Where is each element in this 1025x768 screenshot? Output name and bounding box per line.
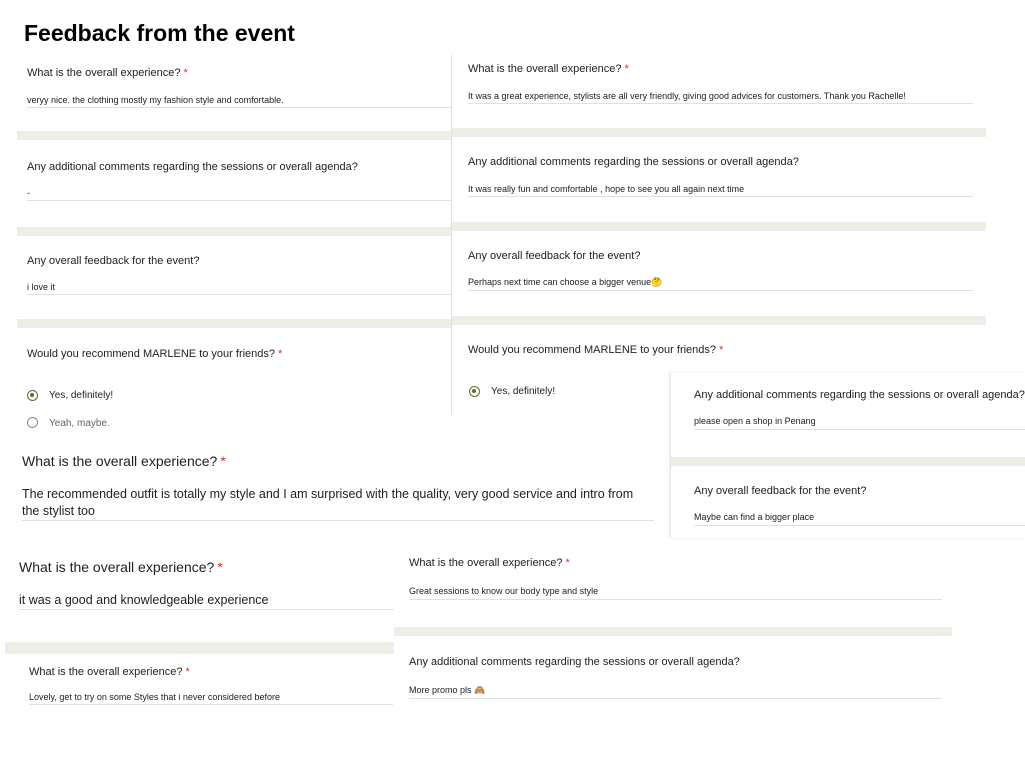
section-divider — [452, 128, 986, 137]
response-shot-3 — [670, 373, 1025, 538]
radio-yeah-maybe[interactable] — [27, 417, 38, 428]
answer-text: The recommended outfit is totally my style and I am surprised with the quality, very good service and intro from the stylist too — [22, 487, 634, 518]
response-shot-1 — [17, 55, 451, 429]
answer-underline — [409, 599, 942, 600]
question-label: Any overall feedback for the event? — [468, 250, 641, 262]
question-label: What is the overall experience? * — [27, 67, 188, 79]
answer-underline — [27, 294, 451, 295]
question-label: What is the overall experience? * — [468, 63, 629, 75]
required-marker: * — [185, 666, 190, 678]
answer-text: Maybe can find a bigger place — [694, 512, 815, 522]
section-divider — [17, 131, 451, 140]
response-shot-6 — [394, 545, 952, 710]
answer-underline — [29, 704, 393, 705]
question-label: Any additional comments regarding the sessions or overall agenda? — [694, 389, 1025, 401]
response-shot-7 — [8, 655, 394, 715]
required-marker: * — [220, 453, 226, 469]
answer-underline — [468, 196, 973, 197]
answer-text: i love it — [27, 282, 56, 292]
answer-underline — [27, 200, 451, 201]
answer-text: it was a good and knowledgeable experience — [19, 593, 269, 607]
answer-text: It was a great experience, stylists are all very friendly, giving good advices for customers. Thank you Rachelle! — [468, 91, 906, 101]
required-marker: * — [217, 559, 223, 575]
page-title: Feedback from the event — [24, 20, 295, 46]
radio-yes-definitely[interactable] — [469, 386, 480, 397]
radio-label: Yes, definitely! — [49, 390, 114, 401]
section-divider — [671, 457, 1025, 466]
section-divider — [17, 227, 451, 236]
question-label: What is the overall experience? * — [29, 666, 190, 678]
answer-underline — [22, 520, 654, 521]
answer-text: Perhaps next time can choose a bigger venue🤔 — [468, 277, 663, 287]
question-label: Any additional comments regarding the sessions or overall agenda? — [409, 656, 740, 668]
response-shot-2 — [451, 55, 986, 415]
answer-underline — [468, 290, 973, 291]
response-shot-4 — [10, 443, 666, 533]
question-label: Any overall feedback for the event? — [694, 485, 867, 497]
question-label: Any additional comments regarding the sessions or overall agenda? — [27, 161, 358, 173]
required-marker: * — [183, 67, 188, 79]
question-label: Would you recommend MARLENE to your friends? * — [27, 348, 283, 360]
question-label: What is the overall experience? * — [409, 557, 570, 569]
answer-underline — [694, 525, 1025, 526]
section-divider — [17, 319, 451, 328]
answer-underline — [19, 609, 395, 610]
section-divider — [452, 222, 986, 231]
required-marker: * — [565, 557, 570, 569]
response-shot-5 — [5, 550, 395, 655]
answer-underline — [694, 429, 1025, 430]
answer-underline — [468, 103, 973, 104]
answer-text: Great sessions to know our body type and style — [409, 586, 599, 596]
question-label: What is the overall experience? * — [22, 453, 226, 469]
question-label: Would you recommend MARLENE to your friends? * — [468, 344, 724, 356]
answer-text: It was really fun and comfortable , hope to see you all again next time — [468, 184, 745, 194]
answer-text: Lovely, get to try on some Styles that i never considered before — [29, 692, 280, 702]
radio-label: Yes, definitely! — [491, 386, 556, 397]
radio-label: Yeah, maybe. — [49, 418, 110, 429]
required-marker: * — [278, 348, 283, 360]
answer-underline — [409, 698, 942, 699]
answer-text: please open a shop in Penang — [694, 416, 816, 426]
answer-text: veryy nice. the clothing mostly my fashion style and comfortable. — [27, 95, 284, 105]
required-marker: * — [719, 344, 724, 356]
answer-underline — [27, 107, 451, 108]
answer-text: More promo pls 🙈 — [409, 685, 486, 695]
section-divider — [452, 316, 986, 325]
section-divider — [5, 642, 395, 654]
radio-yes-definitely[interactable] — [27, 390, 38, 401]
question-label: What is the overall experience? * — [19, 559, 223, 575]
question-label: Any additional comments regarding the sessions or overall agenda? — [468, 156, 799, 168]
section-divider — [394, 627, 952, 636]
required-marker: * — [624, 63, 629, 75]
question-label: Any overall feedback for the event? — [27, 255, 200, 267]
answer-text: - — [27, 188, 30, 198]
